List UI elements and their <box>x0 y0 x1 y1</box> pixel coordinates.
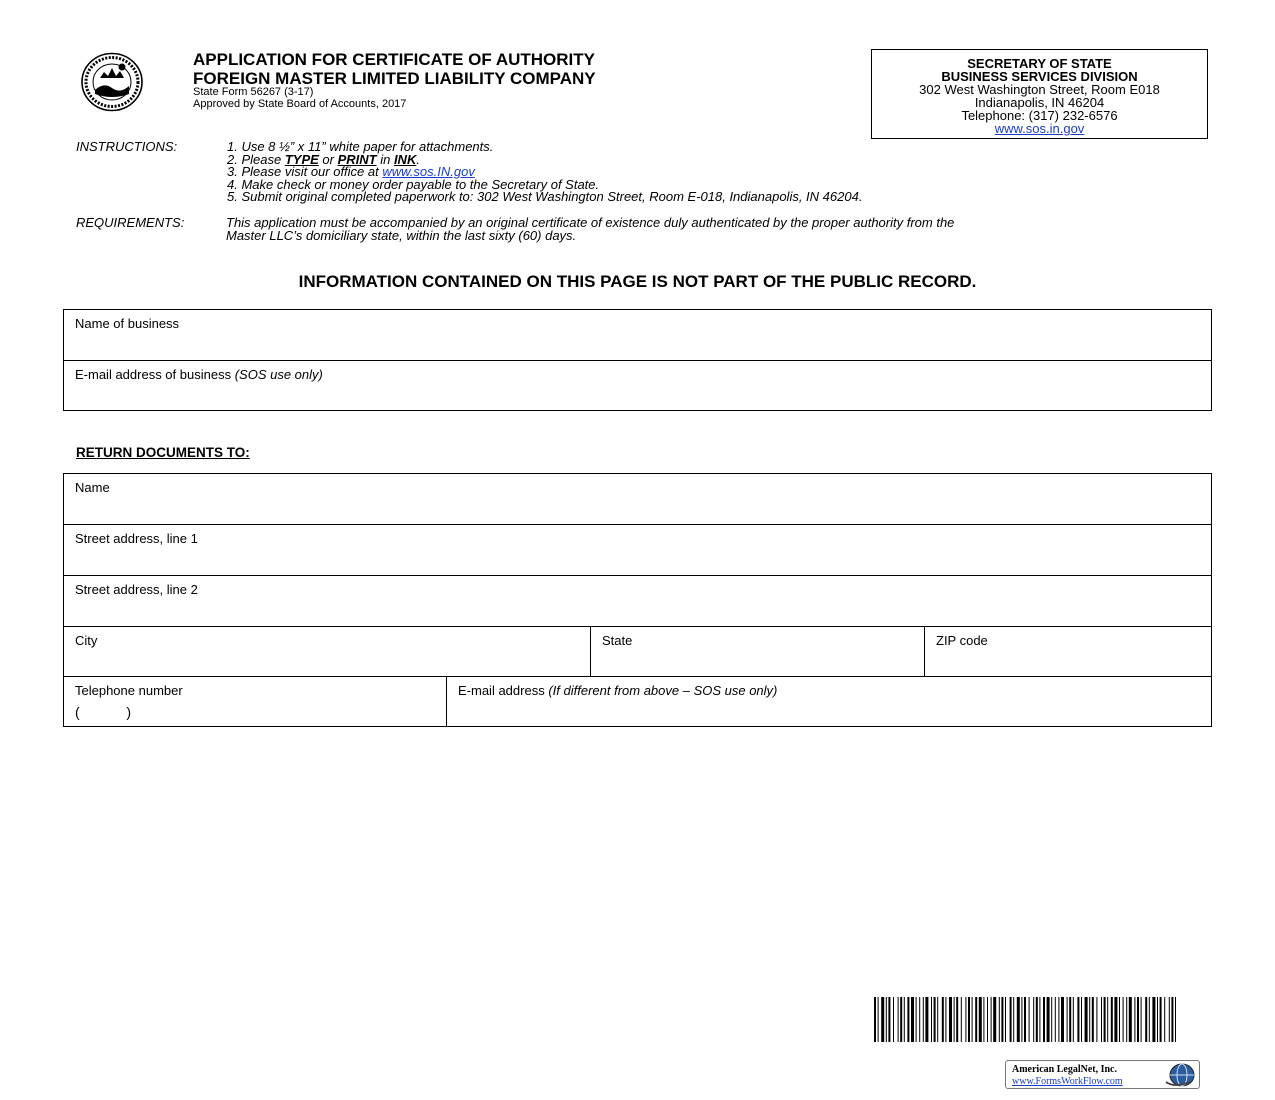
return-name-label: Name <box>75 480 110 495</box>
form-subtitle <box>193 86 406 110</box>
instruction-item-3: 3. Please visit our office at www.sos.IN.gov <box>227 164 475 179</box>
instructions-list <box>227 141 862 204</box>
sos-line-secretary: SECRETARY OF STATE <box>967 56 1112 71</box>
approval-note: Approved by State Board of Accounts, 2017 <box>193 98 407 110</box>
instruction-item-5: 5. Submit original completed paperwork to: 302 West Washington Street, Room E-018, Indianapolis, IN 46204. <box>227 189 863 204</box>
instruction-item-4: 4. Make check or money order payable to the Secretary of State. <box>227 176 600 192</box>
american-legalnet-badge <box>1005 1060 1200 1089</box>
telephone-field[interactable] <box>64 677 447 726</box>
street-line2-field[interactable] <box>64 576 1211 627</box>
business-email-label: E-mail address of business (SOS use only) <box>75 367 323 382</box>
city-field[interactable] <box>64 627 591 677</box>
state-label: State <box>602 633 633 648</box>
street-line1-label: Street address, line 1 <box>75 531 198 546</box>
form-number: State Form 56267 (3-17) <box>193 86 314 98</box>
street-line2-label: Street address, line 2 <box>75 582 198 597</box>
area-code-parens: ( ) <box>75 704 131 720</box>
form-title <box>193 50 596 88</box>
return-address-table <box>63 473 1212 727</box>
type-emphasis: TYPE <box>284 151 319 167</box>
instruction-item-2: 2. Please TYPE or PRINT in INK. <box>227 151 420 167</box>
sos-office-link[interactable]: www.sos.IN.gov <box>382 164 475 179</box>
requirements-text <box>226 217 954 242</box>
return-email-field[interactable] <box>447 677 1211 726</box>
sos-line-division: BUSINESS SERVICES DIVISION <box>941 69 1138 84</box>
sos-website-link[interactable]: www.sos.in.gov <box>994 121 1085 136</box>
requirements-label: REQUIREMENTS: <box>76 215 185 230</box>
requirements-line-1: This application must be accompanied by an original certificate of existence duly authenticated by the proper authority from the <box>226 215 955 230</box>
business-name-field[interactable] <box>64 310 1211 361</box>
business-info-table <box>63 309 1212 411</box>
return-name-field[interactable] <box>64 474 1211 525</box>
business-name-label: Name of business <box>75 316 180 331</box>
street-line1-field[interactable] <box>64 525 1211 576</box>
sos-line-street: 302 West Washington Street, Room E018 <box>919 82 1160 97</box>
telephone-label: Telephone number <box>75 683 183 698</box>
requirements-line-2: Master LLC’s domiciliary state, within the last sixty (60) days. <box>226 227 577 243</box>
state-seal-logo <box>80 52 144 112</box>
state-field[interactable] <box>591 627 925 677</box>
company-name: American LegalNet, Inc. <box>1012 1064 1117 1075</box>
print-emphasis: PRINT <box>337 151 377 167</box>
return-documents-heading: RETURN DOCUMENTS TO: <box>76 445 250 460</box>
city-label: City <box>75 633 98 648</box>
return-email-label: E-mail address (If different from above – SOS use only) <box>458 683 778 698</box>
ink-emphasis: INK <box>393 151 417 167</box>
form-title-line2: FOREIGN MASTER LIMITED LIABILITY COMPANY <box>193 69 596 88</box>
instruction-item-1: 1. Use 8 ½” x 11” white paper for attachments. <box>227 139 494 154</box>
zip-code-field[interactable] <box>925 627 1211 677</box>
company-website-link[interactable]: www.FormsWorkFlow.com <box>1012 1076 1123 1087</box>
business-email-field[interactable] <box>64 361 1211 410</box>
instructions-label: INSTRUCTIONS: <box>76 139 178 154</box>
public-record-notice: INFORMATION CONTAINED ON THIS PAGE IS NOT PART OF THE PUBLIC RECORD. <box>298 272 977 291</box>
sos-line-phone: Telephone: (317) 232-6576 <box>961 108 1118 123</box>
sos-address-box <box>871 49 1208 139</box>
globe-icon <box>1160 1062 1196 1088</box>
zip-code-label: ZIP code <box>936 633 988 648</box>
sos-line-city: Indianapolis, IN 46204 <box>974 95 1105 110</box>
barcode-graphic <box>874 997 1176 1042</box>
form-title-line1: APPLICATION FOR CERTIFICATE OF AUTHORITY <box>193 50 595 69</box>
